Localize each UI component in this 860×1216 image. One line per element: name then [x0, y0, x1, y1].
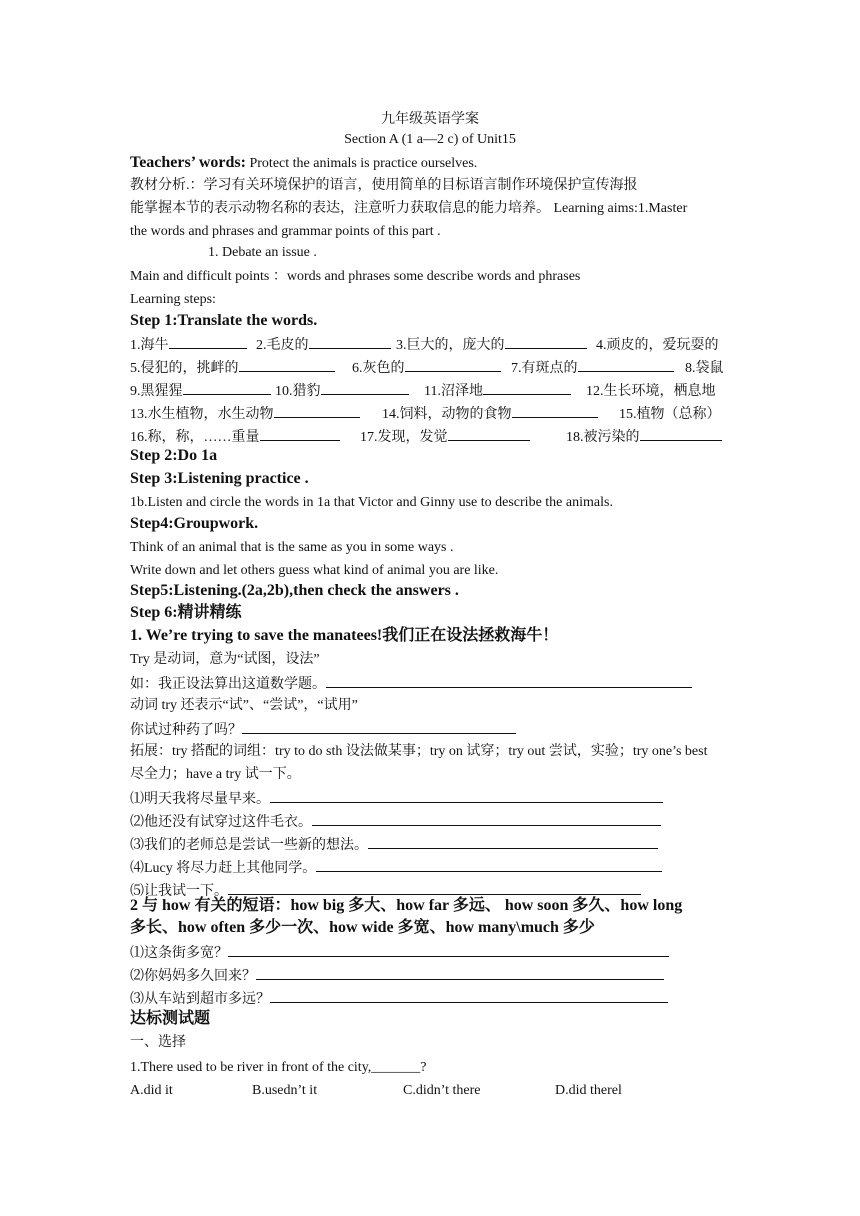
try-note-2: 动词 try 还表示“试”、“尝试”，“试用”: [130, 698, 358, 713]
point-2-heading-line-2: 多长、how often 多少一次、how wide 多宽、how many\much 多少: [130, 919, 595, 936]
point-2-heading-line-1: 2 与 how 有关的短语：how big 多大、how far 多远、 how soon 多久、how long: [130, 897, 683, 914]
step-4-text-1: Think of an animal that is the same as you in some ways .: [130, 540, 454, 555]
vocab-item: 7.有斑点的: [511, 357, 674, 377]
teachers-words-text: Protect the animals is practice ourselves.: [245, 156, 478, 171]
analysis-line-1: 教材分析.：学习有关环境保护的语言，使用简单的目标语言制作环境保护宣传海报: [130, 178, 638, 193]
option-a: A.did it: [130, 1083, 173, 1098]
exercise-1-item: ⑴明天我将尽量早来。: [130, 789, 663, 809]
vocab-item: 4.顽皮的，爱玩耍的: [596, 338, 719, 353]
vocab-item: 3.巨大的，庞大的: [396, 334, 587, 354]
page-subtitle: Section A (1 a—2 c) of Unit15: [344, 132, 516, 147]
option-c: C.didn’t there: [403, 1083, 481, 1098]
exercise-2-item: ⑵你妈妈多久回来？: [130, 966, 664, 986]
step-6-heading: Step 6:精讲精练: [130, 604, 242, 621]
vocab-item: 16.称，称，……重量: [130, 426, 340, 446]
question-1: 1.There used to be river in front of the city,_______?: [130, 1060, 427, 1075]
vocab-item: 14.饲料，动物的食物: [382, 403, 598, 423]
step-5-heading: Step5:Listening.(2a,2b),then check the answers .: [130, 582, 459, 599]
vocab-item: 15.植物（总称）: [619, 407, 721, 422]
vocab-item: 8.袋鼠: [685, 361, 724, 376]
step-4-text-2: Write down and let others guess what kind of animal you are like.: [130, 563, 499, 578]
step-3-heading: Step 3:Listening practice .: [130, 470, 309, 487]
vocab-item: 12.生长环境，栖息地: [586, 384, 716, 399]
exercise-1-item: ⑶我们的老师总是尝试一些新的想法。: [130, 835, 658, 855]
vocab-item: 18.被污染的: [566, 426, 722, 446]
vocab-item: 6.灰色的: [352, 357, 501, 377]
try-question-line: 你试过种药了吗？: [130, 720, 516, 740]
option-b: B.usedn’t it: [252, 1083, 318, 1098]
teachers-words: [130, 154, 477, 173]
analysis-line-2: 能掌握本节的表示动物名称的表达，注意听力获取信息的能力培养。 Learning aims:1.Master: [130, 201, 688, 216]
try-note-1: Try 是动词，意为“试图，设法”: [130, 652, 320, 667]
step-2-heading: Step 2:Do 1a: [130, 447, 218, 464]
vocab-item: 1.海牛: [130, 334, 247, 354]
option-d: D.did therel: [555, 1083, 622, 1098]
step-1-heading: Step 1:Translate the words.: [130, 312, 318, 329]
main-points: Main and difficult points ：words and phrases some describe words and phrases: [130, 269, 581, 284]
exercise-2-item: ⑶从车站到超市多远？: [130, 989, 668, 1009]
exercise-1-item: ⑸让我试一下。: [130, 881, 641, 901]
analysis-line-3: the words and phrases and grammar points of this part .: [130, 224, 441, 239]
try-extension-2: 尽全力；have a try 试一下。: [130, 767, 301, 782]
try-example-line: 如：我正设法算出这道数学题。: [130, 674, 692, 694]
vocab-item: 11.沼泽地: [424, 380, 571, 400]
teachers-words-label: Teachers’ words:: [130, 154, 246, 171]
learning-aim-2: 1. Debate an issue .: [208, 245, 317, 260]
vocab-item: 13.水生植物，水生动物: [130, 403, 360, 423]
vocab-item: 9.黑猩猩: [130, 380, 271, 400]
exercise-2-item: ⑴这条街多宽？: [130, 943, 669, 963]
learning-steps-label: Learning steps:: [130, 292, 216, 307]
step-3-text: 1b.Listen and circle the words in 1a that Victor and Ginny use to describe the animals.: [130, 495, 613, 510]
choose-section-label: 一、选择: [130, 1035, 186, 1050]
test-section-title: 达标测试题: [130, 1010, 211, 1027]
point-1-heading: 1. We’re trying to save the manatees!我们正在设法拯救海牛！: [130, 627, 559, 644]
vocab-item: 10.猎豹: [275, 380, 409, 400]
exercise-1-item: ⑵他还没有试穿过这件毛衣。: [130, 812, 661, 832]
page-title: 九年级英语学案: [381, 112, 479, 127]
exercise-1-item: ⑷Lucy 将尽力赶上其他同学。: [130, 858, 662, 878]
vocab-item: 2.毛皮的: [256, 334, 391, 354]
step-4-heading: Step4:Groupwork.: [130, 515, 259, 532]
vocab-item: 17.发现，发觉: [360, 426, 530, 446]
vocab-item: 5.侵犯的，挑衅的: [130, 357, 335, 377]
try-extension-1: 拓展：try 搭配的词组：try to do sth 设法做某事；try on 试穿；try out 尝试，实验；try one’s best: [130, 744, 708, 759]
